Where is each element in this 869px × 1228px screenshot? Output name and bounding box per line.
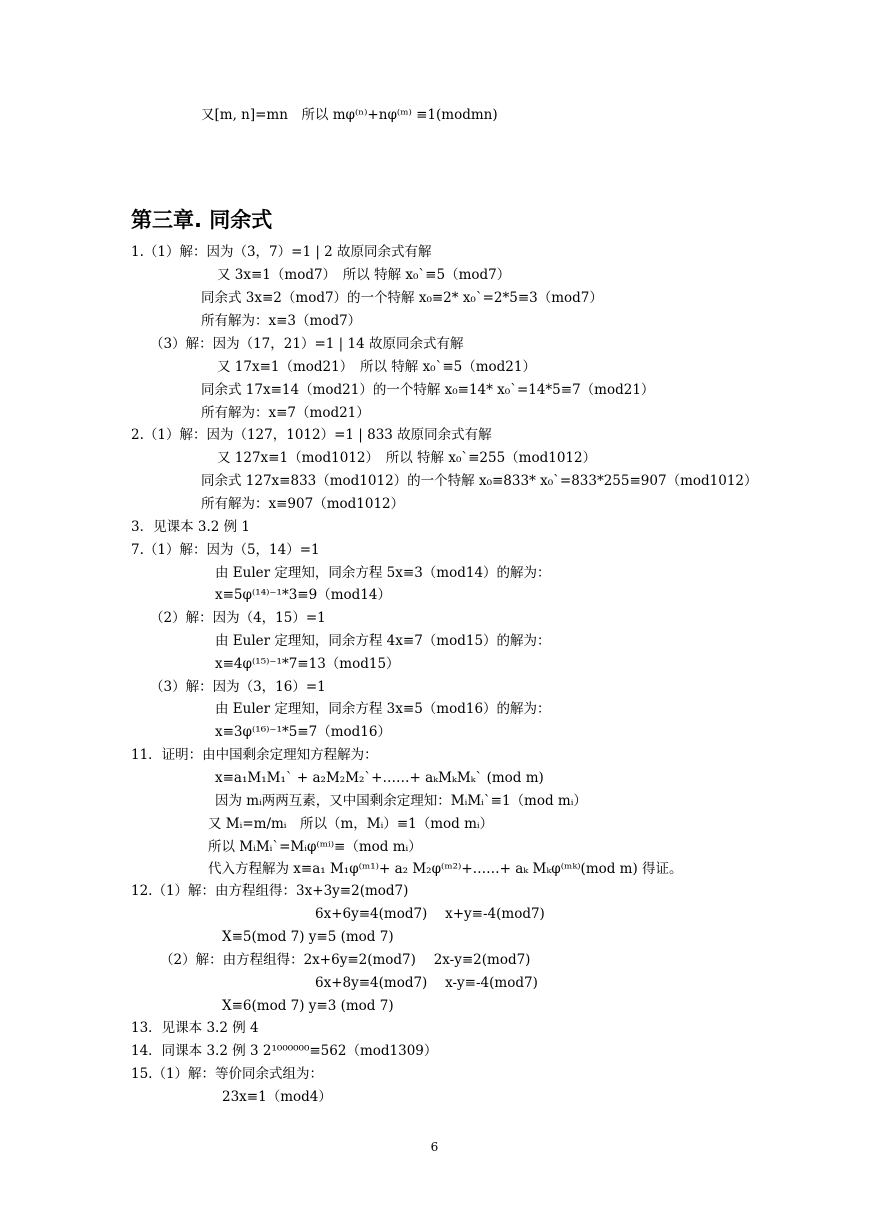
chapter-title: 第三章. 同余式	[131, 208, 273, 232]
text-line: 1.（1）解：因为（3，7）=1 | 2 故原同余式有解	[131, 244, 432, 260]
text-line: 又 3x≡1（mod7） 所以 特解 x₀`≡5（mod7）	[217, 267, 511, 283]
text-line: 同余式 17x≡14（mod21）的一个特解 x₀≡14* x₀`=14*5≡7（mod21）	[201, 382, 655, 398]
text-line: 又 17x≡1（mod21） 所以 特解 x₀`≡5（mod21）	[217, 359, 536, 375]
text-line: （3）解：因为（17，21）=1 | 14 故原同余式有解	[150, 336, 464, 352]
text-line: 由 Euler 定理知，同余方程 5x≡3（mod14）的解为：	[215, 565, 551, 581]
text-line: X≡6(mod 7) y≡3 (mod 7)	[222, 998, 394, 1014]
text-line: 由 Euler 定理知，同余方程 3x≡5（mod16）的解为：	[215, 701, 551, 717]
text-line: x≡5φ⁽¹⁴⁾⁻¹*3≡9（mod14）	[215, 587, 391, 603]
text-line: 又 Mᵢ=m/mᵢ 所以（m，Mᵢ）≡1（mod mᵢ）	[208, 816, 494, 832]
text-line: 同余式 127x≡833（mod1012）的一个特解 x₀≡833* x₀`=833*255≡907（mod1012）	[201, 473, 758, 489]
text-line: 12.（1）解：由方程组得：3x+3y≡2(mod7)	[131, 883, 409, 899]
text-line: 由 Euler 定理知，同余方程 4x≡7（mod15）的解为：	[215, 633, 551, 649]
text-line: 同余式 3x≡2（mod7）的一个特解 x₀≡2* x₀`=2*5≡3（mod7）	[201, 290, 603, 306]
text-line: 7.（1）解：因为（5，14）=1	[131, 542, 320, 558]
page-number: 6	[430, 1140, 439, 1154]
text-line: 所以 MᵢMᵢ`=Mᵢφ⁽ᵐⁱ⁾≡（mod mᵢ）	[208, 839, 422, 855]
text-line: （2）解：因为（4，15）=1	[150, 610, 326, 626]
text-line: 又[m, n]=mn 所以 mφ⁽ⁿ⁾+nφ⁽ᵐ⁾ ≡1(modmn)	[201, 107, 498, 123]
text-line: 又 127x≡1（mod1012） 所以 特解 x₀`≡255（mod1012）	[217, 450, 597, 466]
text-line: x≡4φ⁽¹⁵⁾⁻¹*7≡13（mod15）	[215, 656, 400, 672]
text-line: 11．证明：由中国剩余定理知方程解为：	[131, 747, 378, 763]
text-line: 2.（1）解：因为（127，1012）=1 | 833 故原同余式有解	[131, 427, 492, 443]
text-line: X≡5(mod 7) y≡5 (mod 7)	[222, 929, 394, 945]
text-line: 23x≡1（mod4）	[222, 1089, 332, 1105]
text-line: （2）解：由方程组得：2x+6y≡2(mod7) 2x-y≡2(mod7)	[160, 952, 531, 968]
text-line: 6x+6y≡4(mod7) x+y≡-4(mod7)	[315, 906, 545, 922]
text-line: 14．同课本 3.2 例 3 2¹⁰⁰⁰⁰⁰⁰≡562（mod1309）	[131, 1043, 438, 1059]
text-line: x≡a₁M₁M₁` + a₂M₂M₂`+……+ aₖMₖMₖ` (mod m)	[215, 770, 544, 786]
text-line: 所有解为：x≡7（mod21）	[201, 405, 370, 421]
text-line: 所有解为：x≡3（mod7）	[201, 313, 362, 329]
text-line: 因为 mᵢ两两互素，又中国剩余定理知：MᵢMᵢ`≡1（mod mᵢ）	[215, 793, 587, 809]
text-line: 13．见课本 3.2 例 4	[131, 1020, 259, 1036]
text-line: x≡3φ⁽¹⁶⁾⁻¹*5≡7（mod16）	[215, 724, 391, 740]
text-line: 代入方程解为 x≡a₁ M₁φ⁽ᵐ¹⁾+ a₂ M₂φ⁽ᵐ²⁾+……+ aₖ Mₖφ⁽ᵐᵏ⁾(mod m) 得证。	[208, 861, 683, 877]
text-line: 所有解为：x≡907（mod1012）	[201, 496, 405, 512]
text-line: 3．见课本 3.2 例 1	[131, 519, 251, 535]
text-line: 6x+8y≡4(mod7) x-y≡-4(mod7)	[315, 975, 538, 991]
text-line: 15.（1）解：等价同余式组为：	[131, 1066, 324, 1082]
text-line: （3）解：因为（3，16）=1	[150, 679, 326, 695]
